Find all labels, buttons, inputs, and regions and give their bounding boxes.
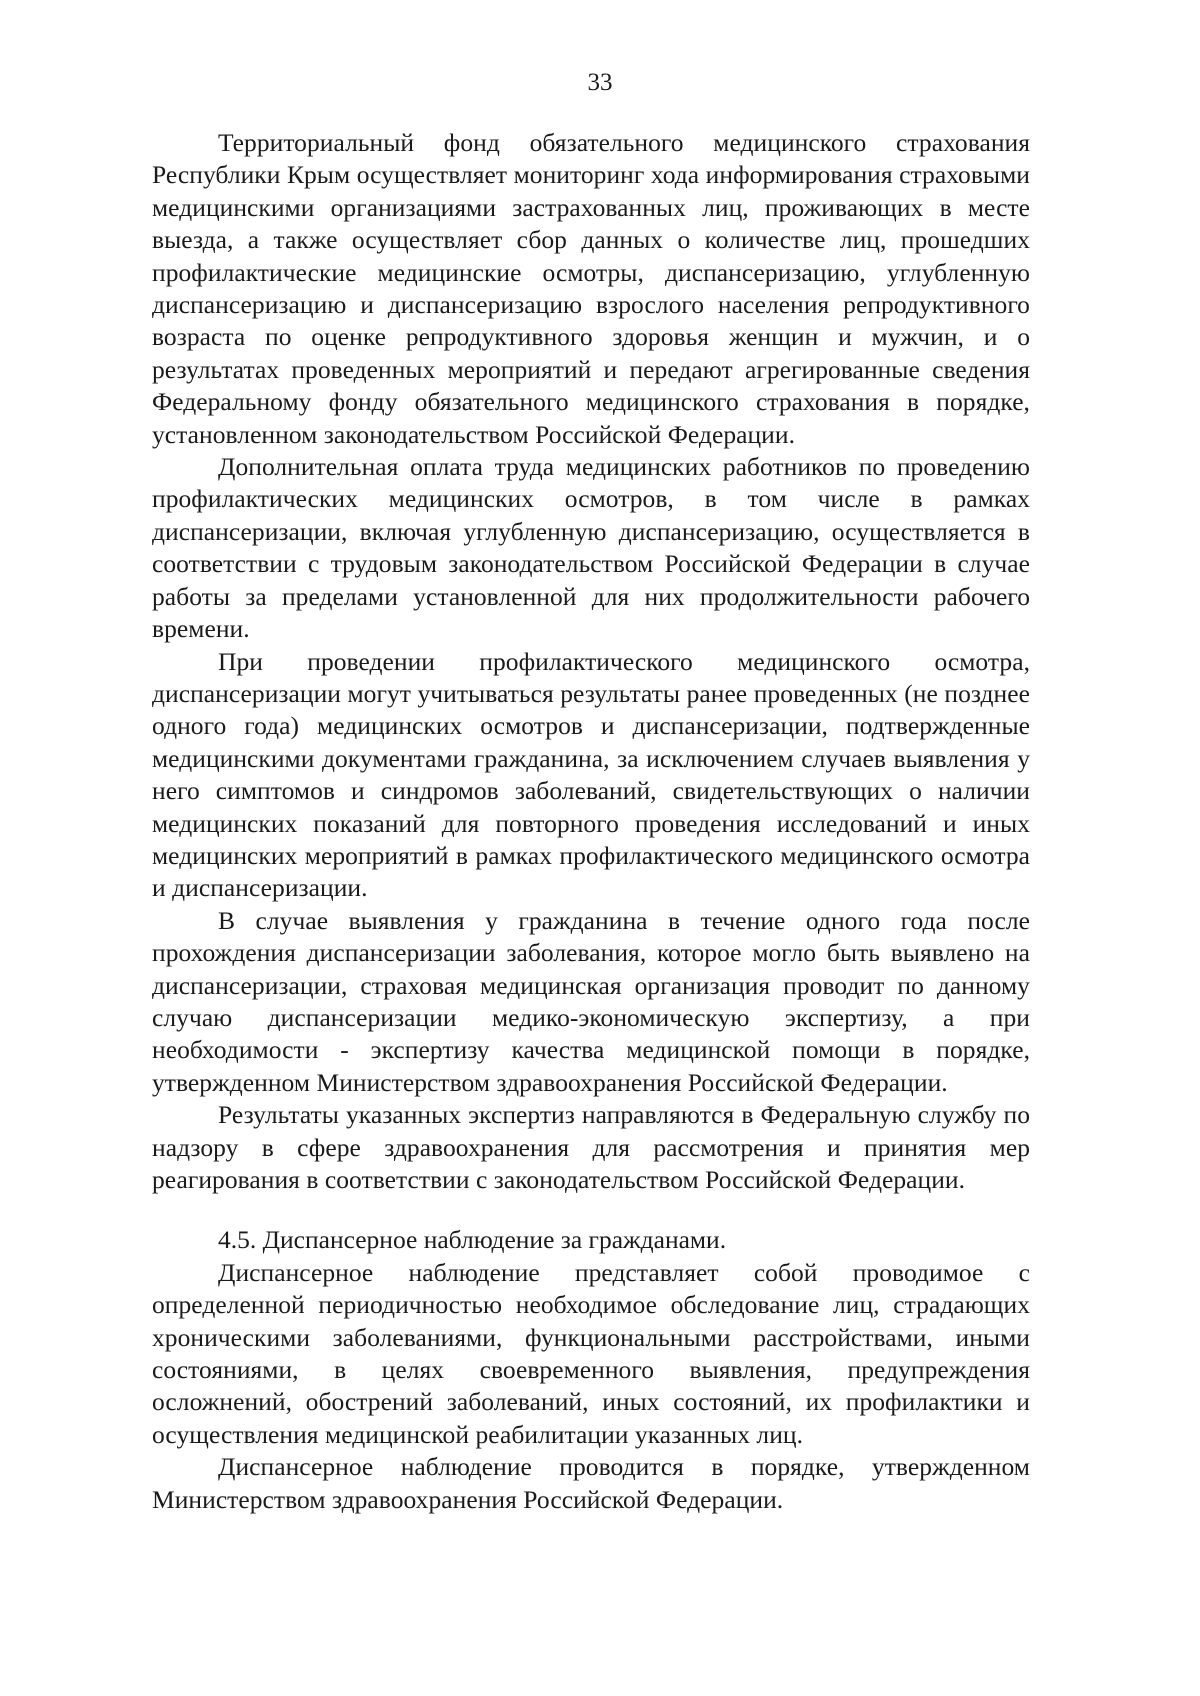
paragraph-previous-results: При проведении профилактического медицинского осмотра, диспансеризации могут учитываться результаты ранее проведенных (не позднее одного года) медицинских осмотров и диспансеризации, подтвержденные медицинскими документами гражданина, за исключением случаев выявления у него симптомов и синдромов заболеваний, свидетельствующих о наличии медицинских показаний для повторного проведения исследований и иных медицинских мероприятий в рамках профилактического медицинского осмотра и диспансеризации. bbox=[152, 646, 1030, 903]
section-heading: 4.5. Диспансерное наблюдение за гражданами. bbox=[218, 1225, 727, 1255]
paragraph-tfoms-monitoring: Территориальный фонд обязательного медицинского страхования Республики Крым осуществляет мониторинг хода информирования страховыми медицинскими организациями застрахованных лиц, проживающих в месте выезда, а также осуществляет сбор данных о количестве лиц, прошедших профилактические медицинские осмотры, диспансеризацию, углубленную диспансеризацию и диспансеризацию взрослого населения репродуктивного возраста по оценке репродуктивного здоровья женщин и мужчин, и о результатах проведенных мероприятий и передают агрегированные сведения Федеральному фонду обязательного медицинского страхования в порядке, установленном законодательством Российской Федерации. bbox=[152, 128, 1030, 449]
paragraph-dispensary-procedure: Диспансерное наблюдение проводится в порядке, утвержденном Министерством здравоохранения Российской Федерации. bbox=[152, 1452, 1030, 1514]
paragraph-dispensary-definition: Диспансерное наблюдение представляет собой проводимое с определенной периодичностью необходимое обследование лиц, страдающих хроническими заболеваниями, функциональными расстройствами, иными состояниями, в целях своевременного выявления, предупреждения осложнений, обострений заболеваний, иных состояний, их профилактики и осуществления медицинской реабилитации указанных лиц. bbox=[152, 1257, 1030, 1449]
paragraph-expertise: В случае выявления у гражданина в течение одного года после прохождения диспансеризации заболевания, которое могло быть выявлено на диспансеризации, страховая медицинская организация проводит по данному случаю диспансеризации медико-экономическую экспертизу, а при необходимости - экспертизу качества медицинской помощи в порядке, утвержденном Министерством здравоохранения Российской Федерации. bbox=[152, 905, 1030, 1097]
page-number: 33 bbox=[587, 69, 613, 96]
document-body bbox=[152, 127, 1030, 1516]
paragraph-additional-payment: Дополнительная оплата труда медицинских работников по проведению профилактических медицинских осмотров, в том числе в рамках диспансеризации, включая углубленную диспансеризацию, осуществляется в соответствии с трудовым законодательством Российской Федерации в случае работы за пределами установленной для них продолжительности рабочего времени. bbox=[152, 452, 1030, 644]
paragraph-expertise-results: Результаты указанных экспертиз направляются в Федеральную службу по надзору в сфере здравоохранения для рассмотрения и принятия мер реагирования в соответствии с законодательством Российской Федерации. bbox=[152, 1100, 1030, 1194]
